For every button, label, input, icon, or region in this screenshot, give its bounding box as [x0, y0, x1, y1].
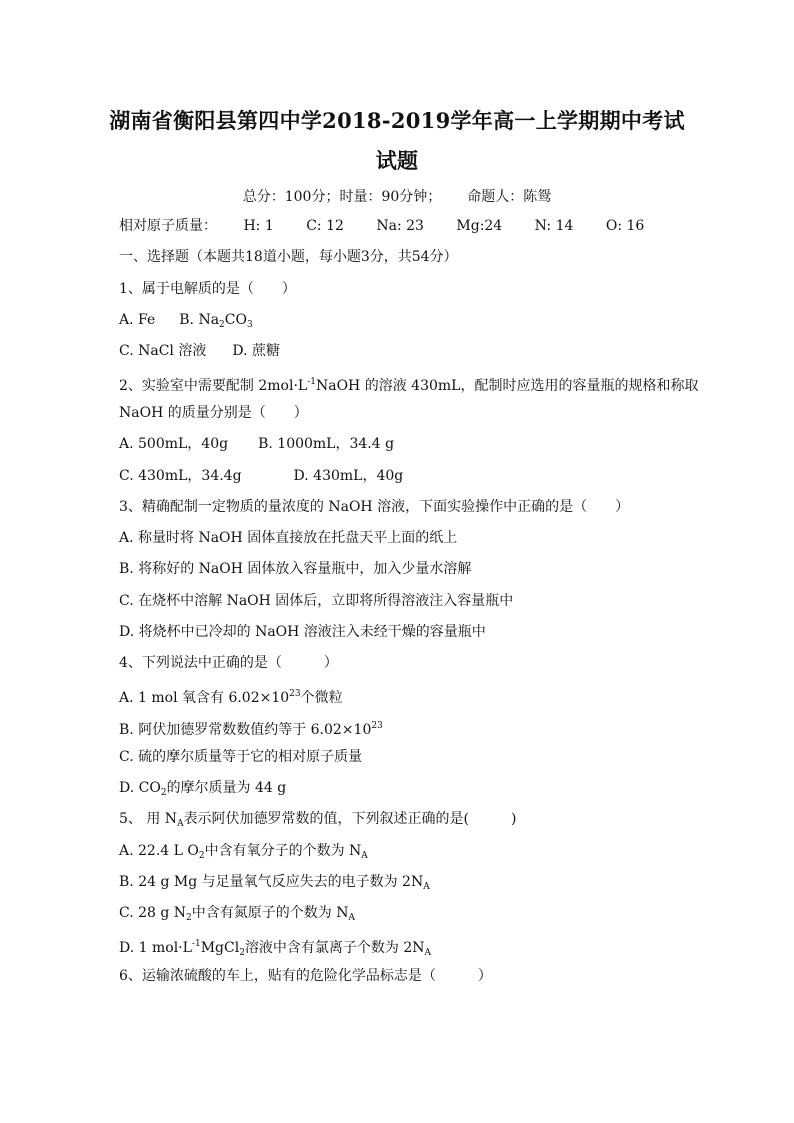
question-5-option-b: B. 24 g Mg 与足量氧气反应失去的电子数为 $2N_A$ — [119, 874, 430, 892]
question-2-options-cd — [119, 466, 403, 486]
question-2-option-a: A. 500mL，40g — [119, 436, 229, 452]
question-2-stem: 2、实验室中需要配制 $2mol\cdot L^{-1}NaOH$ 的溶液 430mL，配制时应选用的容量瓶的规格和称取 — [119, 377, 699, 394]
section-heading: 一、选择题（本题共18道小题，每小题3分，共54分） — [119, 249, 458, 265]
question-1-stem: 1、属于电解质的是（ ） — [119, 281, 296, 297]
atomic-mass-c: C: 12 — [306, 218, 344, 234]
question-4-option-a: A. 1 mol 氧含有 $6.02\times 10^{23}$个微粒 — [119, 689, 343, 706]
question-1-options-ab — [119, 310, 253, 335]
atomic-mass-o: O: 16 — [605, 218, 645, 234]
atomic-masses — [119, 216, 644, 236]
question-1-option-a: A. Fe — [119, 312, 156, 328]
atomic-mass-n: N: 14 — [534, 218, 574, 234]
atomic-masses-label: 相对原子质量： — [119, 218, 217, 234]
question-3-option-a: A. 称量时将 NaOH 固体直接放在托盘天平上面的纸上 — [119, 530, 458, 546]
question-4-option-b: B. 阿伏加德罗常数数值约等于 $6.02\times 10^{23}$ — [119, 721, 383, 738]
question-5-stem: 5、 用 $N_A$表示阿伏加德罗常数的值，下列叙述正确的是( ) — [119, 811, 517, 829]
question-2-option-d: D. 430mL，40g — [293, 468, 404, 484]
question-3-option-d: D. 将烧杯中已冷却的 NaOH 溶液注入未经干燥的容量瓶中 — [119, 624, 486, 640]
question-4-stem: 4、下列说法中正确的是（ ） — [119, 655, 338, 671]
question-4-option-c: C. 硫的摩尔质量等于它的相对原子质量 — [119, 749, 363, 765]
question-5-option-c: C. 28 g $N_2$中含有氮原子的个数为 $N_A$ — [119, 905, 355, 923]
exam-total-time: 总分：100分；时量：90分钟； — [242, 189, 442, 205]
question-4-option-d: D. $CO_2$的摩尔质量为 44 g — [119, 780, 287, 798]
question-5-option-d: D. 1 $mol\cdot L^{-1}MgCl_2$溶液中含有氯离子个数为 $2N_A$ — [119, 939, 432, 958]
question-2-option-c: C. 430mL，34.4g — [119, 468, 242, 484]
exam-meta — [0, 186, 794, 206]
question-5-option-a: A. 22.4 L $O_2$中含有氧分子的个数为 $N_A$ — [119, 843, 368, 861]
atomic-mass-na: Na: 23 — [376, 218, 424, 234]
exam-author: 命题人：陈鸳 — [467, 189, 552, 205]
question-6-stem: 6、运输浓硫酸的车上，贴有的危险化学品标志是（ ） — [119, 968, 492, 984]
question-1-option-d: D. 蔗糖 — [232, 343, 280, 359]
document-title-line1: 湖南省衡阳县第四中学2018-2019学年高一上学期期中考试 — [109, 108, 685, 133]
question-1-options-cd — [119, 341, 280, 361]
document-title-line2: 试题 — [375, 148, 419, 173]
question-1-option-c: C. NaCl 溶液 — [119, 343, 207, 359]
question-3-option-b: B. 将称好的 NaOH 固体放入容量瓶中，加入少量水溶解 — [119, 561, 472, 577]
question-2-stem-cont: NaOH 的质量分别是（ ） — [119, 405, 308, 421]
question-3-stem: 3、精确配制一定物质的量浓度的 NaOH 溶液，下面实验操作中正确的是（ ） — [119, 499, 630, 515]
question-1-option-b: B. $Na_2CO_3$ — [179, 312, 253, 330]
atomic-mass-h: H: 1 — [243, 218, 274, 234]
question-2-option-b: B. 1000mL，34.4 g — [258, 436, 395, 452]
question-2-options-ab — [119, 434, 394, 454]
atomic-mass-mg: Mg:24 — [456, 218, 503, 234]
question-3-option-c: C. 在烧杯中溶解 NaOH 固体后，立即将所得溶液注入容量瓶中 — [119, 593, 514, 609]
